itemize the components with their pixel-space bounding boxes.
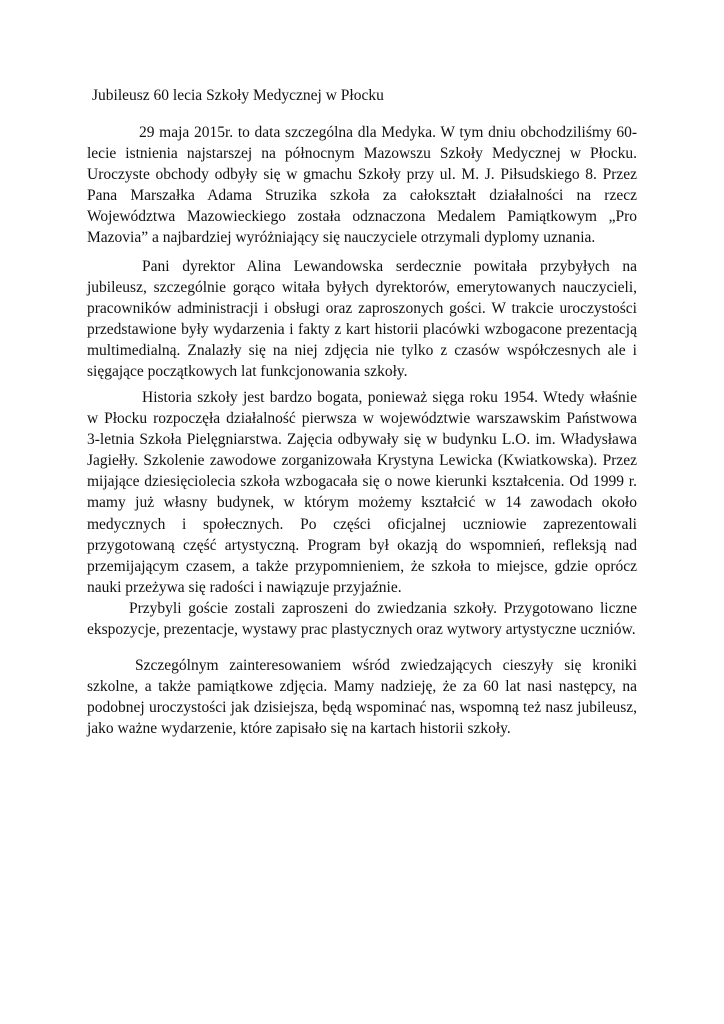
document-title: Jubileusz 60 lecia Szkoły Medycznej w Płocku xyxy=(92,87,384,104)
paragraph-director-welcome: Pani dyrektor Alina Lewandowska serdecznie powitała przybyłych na jubileusz, szczególnie gorąco witała byłych dyrektorów, emerytowanych nauczycieli, pracowników administracji i obsługi oraz zaproszonych gości. W trakcie uroczystości przedstawione były wydarzenia i fakty z kart historii placówki wzbogacone prezentacją multimedialną. Znalazły się na niej zdjęcia nie tylko z czasów współczesnych ale i sięgające początkowych lat funkcjonowania szkoły. xyxy=(87,258,637,381)
paragraph-chronicles: Szczególnym zainteresowaniem wśród zwiedzających cieszyły się kroniki szkolne, a także pamiątkowe zdjęcia. Mamy nadzieję, że za 60 lat nasi następcy, na podobnej uroczystości jak dzisiejsza, będą wspominać nas, wspomną też nasz jubileusz, jako ważne wydarzenie, które zapisało się na kartach historii szkoły. xyxy=(87,657,637,738)
paragraph-anniversary-celebration: 29 maja 2015r. to data szczególna dla Medyka. W tym dniu obchodziliśmy 60-lecie istnienia najstarszej na północnym Mazowszu Szkoły Medycznej w Płocku. Uroczyste obchody odbyły się w gmachu Szkoły przy ul. M. J. Piłsudskiego 8. Przez Pana Marszałka Adama Struzika szkoła za całokształt działalności na rzecz Województwa Mazowieckiego została odznaczona Medalem Pamiątkowym „Pro Mazovia” a najbardziej wyróżniający się nauczyciele otrzymali dyplomy uznania. xyxy=(87,124,637,247)
paragraph-school-history: Historia szkoły jest bardzo bogata, ponieważ sięga roku 1954. Wtedy właśnie w Płocku rozpoczęła działalność pierwsza w województwie warszawskim Państwowa 3-letnia Szkoła Pielęgniarstwa. Zajęcia odbywały się w budynku L.O. im. Władysława Jagiełły. Szkolenie zawodowe zorganizowała Krystyna Lewicka (Kwiatkowska). Przez mijające dziesięciolecia szkoła wzbogacała się o nowe kierunki kształcenia. Od 1999 r. mamy już własny budynek, w którym możemy kształcić w 14 zawodach około medycznych i społecznych. Po części oficjalnej uczniowie zaprezentowali przygotowaną część artystyczną. Program był okazją do wspomnień, refleksją nad przemijającym czasem, a także przypomnieniem, że szkoła to miejsce, gdzie oprócz nauki przeżywa się radości i nawiązuje przyjaźnie. xyxy=(87,389,637,596)
paragraph-school-tour: Przybyli goście zostali zaproszeni do zwiedzania szkoły. Przygotowano liczne ekspozycje, prezentacje, wystawy prac plastycznych oraz wytwory artystyczne uczniów. xyxy=(87,600,637,639)
